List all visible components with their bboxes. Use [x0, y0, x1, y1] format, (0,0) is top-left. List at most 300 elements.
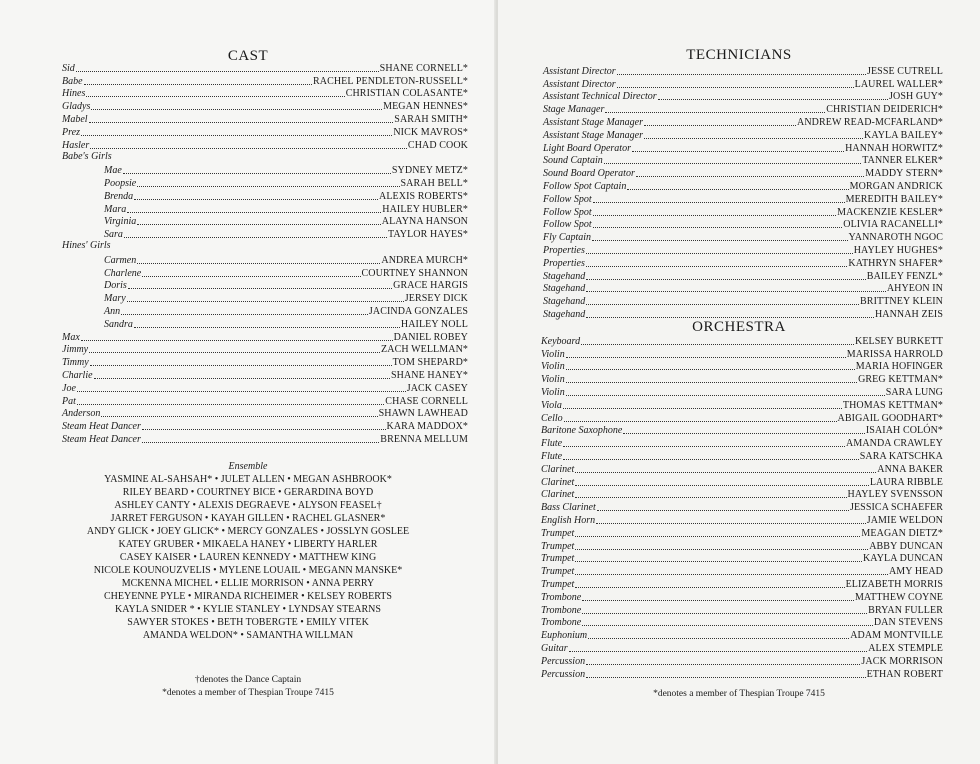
orchestra-role: Trumpet: [541, 540, 575, 552]
dot-leader: [89, 122, 394, 123]
cast-heading: CAST: [227, 48, 269, 64]
technician-row: [543, 294, 943, 307]
orchestra-row: [541, 436, 943, 449]
cast-row: [62, 87, 468, 100]
technician-role: Sound Board Operator: [543, 168, 635, 180]
orchestra-row: [541, 411, 943, 424]
cast-row: [62, 419, 468, 432]
cast-role: Mara: [104, 203, 127, 215]
orchestra-name: JACK MORRISON: [861, 655, 943, 667]
cast-name: CHAD COOK: [407, 139, 468, 151]
technician-role: Stagehand: [543, 296, 586, 308]
technician-name: BRITTNEY KLEIN: [860, 296, 943, 308]
dot-leader: [593, 227, 843, 228]
cast-row: [62, 330, 468, 343]
orchestra-name: LAURA RIBBLE: [869, 476, 943, 488]
orchestra-name: AMANDA CRAWLEY: [846, 438, 943, 450]
dot-leader: [127, 301, 404, 302]
orchestra-role: Euphonium: [541, 630, 588, 642]
orchestra-name: ISAIAH COLÓN*: [865, 425, 943, 437]
dot-leader: [588, 638, 849, 639]
technician-row: [543, 230, 943, 243]
cast-row: [62, 304, 468, 317]
dot-leader: [593, 215, 837, 216]
orchestra-row: [541, 667, 943, 680]
orchestra-role: Trombone: [541, 604, 582, 616]
orchestra-row: [541, 424, 943, 437]
orchestra-name: ALEX STEMPLE: [868, 642, 943, 654]
ensemble-line: NICOLE KOUNOUZVELIS • MYLENE LOUAIL • MEGANN MANSKE*: [93, 565, 403, 576]
dot-leader: [644, 125, 796, 126]
cast-name: COURTNEY SHANNON: [361, 267, 468, 279]
cast-role: Steam Heat Dancer: [62, 421, 141, 433]
cast-row: [62, 407, 468, 420]
orchestra-name: KELSEY BURKETT: [855, 335, 943, 347]
ensemble-line: MCKENNA MICHEL • ELLIE MORRISON • ANNA PERRY: [121, 578, 375, 589]
dot-leader: [658, 99, 888, 100]
orchestra-role: Violin: [541, 386, 565, 398]
dot-leader: [593, 202, 845, 203]
dot-leader: [563, 459, 859, 460]
orchestra-row: [541, 513, 943, 526]
cast-row: [62, 266, 468, 279]
cast-role: Mae: [104, 165, 122, 177]
technician-role: Fly Captain: [543, 232, 592, 244]
ensemble-line: ANDY GLICK • JOEY GLICK* • MERCY GONZALES • JOSSLYN GOSLEE: [86, 526, 410, 537]
ensemble-line: CHEYENNE PYLE • MIRANDA RICHEIMER • KELSEY ROBERTS: [104, 591, 392, 602]
technician-name: CHRISTIAN DEIDERICH*: [826, 104, 943, 116]
technician-name: YANNAROTH NGOC: [848, 232, 943, 244]
orchestra-name: MATTHEW COYNE: [854, 591, 943, 603]
cast-row: [62, 112, 468, 125]
cast-role: Babe: [62, 75, 83, 87]
technician-name: MADDY STERN*: [865, 168, 943, 180]
technician-role: Follow Spot: [543, 206, 592, 218]
dot-leader: [605, 112, 825, 113]
dot-leader: [566, 382, 857, 383]
technician-row: [543, 205, 943, 218]
orchestra-role: Bass Clarinet: [541, 502, 596, 514]
ensemble-line: KATEY GRUBER • MIKAELA HANEY • LIBERTY HARLER: [118, 539, 378, 550]
cast-name: JACK CASEY: [406, 382, 468, 394]
dot-leader: [566, 369, 855, 370]
orchestra-role: Percussion: [541, 655, 586, 667]
dot-leader: [137, 224, 381, 225]
orchestra-role: Guitar: [541, 642, 568, 654]
cast-name: KARA MADDOX*: [386, 421, 468, 433]
cast-role: Charlene: [104, 267, 142, 279]
technician-row: [543, 90, 943, 103]
orchestra-row: [541, 398, 943, 411]
cast-row: [62, 202, 468, 215]
dot-leader: [134, 327, 400, 328]
cast-name: SHANE HANEY*: [390, 369, 468, 381]
ensemble-line: CASEY KAISER • LAUREN KENNEDY • MATTHEW KING: [119, 552, 377, 563]
orchestra-row: [541, 539, 943, 552]
cast-row: [62, 215, 468, 228]
dot-leader: [128, 288, 392, 289]
dot-leader: [575, 587, 844, 588]
orchestra-row: [541, 552, 943, 565]
cast-role: Ann: [104, 305, 121, 317]
cast-row: [62, 61, 468, 74]
cast-row: [62, 138, 468, 151]
orchestra-row: [541, 616, 943, 629]
orchestra-role: Violin: [541, 361, 565, 373]
technician-name: JOSH GUY*: [889, 91, 943, 103]
ensemble-line: YASMINE AL-SAHSAH* • JULET ALLEN • MEGAN ASHBROOK*: [104, 474, 392, 485]
dot-leader: [586, 253, 853, 254]
cast-name: RACHEL PENDLETON-RUSSELL*: [313, 75, 468, 87]
thespian-note-right: *denotes a member of Thespian Troupe 7415: [653, 689, 825, 699]
cast-role: Charlie: [62, 369, 93, 381]
technician-role: Stagehand: [543, 270, 586, 282]
dot-leader: [101, 416, 377, 417]
cast-row: [62, 432, 468, 445]
cast-role: Pat: [62, 395, 76, 407]
ensemble-line: SAWYER STOKES • BETH TOBERGTE • EMILY VITEK: [127, 617, 369, 628]
dot-leader: [91, 109, 382, 110]
cast-role: Prez: [62, 126, 80, 138]
dot-leader: [81, 340, 393, 341]
technician-role: Properties: [543, 244, 585, 256]
technician-role: Assistant Director: [543, 65, 616, 77]
dot-leader: [644, 138, 863, 139]
cast-name: DANIEL ROBEY: [393, 331, 468, 343]
technician-row: [543, 128, 943, 141]
ensemble-list: [60, 473, 436, 642]
dot-leader: [632, 151, 844, 152]
dot-leader: [90, 148, 407, 149]
orchestra-role: Flute: [541, 438, 563, 450]
cast-name: HAILEY HUBLER*: [382, 203, 468, 215]
dot-leader: [84, 84, 312, 85]
ensemble-line: ASHLEY CANTY • ALEXIS DEGRAEVE • ALYSON FEASEL†: [114, 500, 382, 511]
technician-row: [543, 64, 943, 77]
orchestra-name: DAN STEVENS: [873, 617, 943, 629]
technicians-list: [543, 64, 943, 320]
dot-leader: [586, 664, 860, 665]
orchestra-row: [541, 462, 943, 475]
cast-name: NICK MAVROS*: [393, 126, 468, 138]
orchestra-role: Percussion: [541, 668, 586, 680]
technician-row: [543, 256, 943, 269]
dot-leader: [566, 395, 885, 396]
technician-row: [543, 115, 943, 128]
cast-name: JACINDA GONZALES: [368, 305, 468, 317]
dot-leader: [582, 613, 867, 614]
cast-row: [62, 279, 468, 292]
orchestra-name: ANNA BAKER: [877, 463, 943, 475]
cast-role: Brenda: [104, 190, 134, 202]
orchestra-row: [541, 488, 943, 501]
cast-role: Virginia: [104, 216, 137, 228]
orchestra-row: [541, 500, 943, 513]
orchestra-row: [541, 334, 943, 347]
dot-leader: [569, 651, 868, 652]
orchestra-row: [541, 526, 943, 539]
technician-row: [543, 282, 943, 295]
cast-role: Joe: [62, 382, 76, 394]
technician-row: [543, 179, 943, 192]
dot-leader: [86, 96, 344, 97]
orchestra-name: GREG KETTMAN*: [858, 374, 943, 386]
orchestra-name: ELIZABETH MORRIS: [845, 578, 943, 590]
orchestra-name: ABBY DUNCAN: [869, 540, 943, 552]
technician-name: MORGAN ANDRICK: [849, 180, 943, 192]
thespian-note: *denotes a member of Thespian Troupe 7415: [162, 688, 334, 698]
orchestra-row: [541, 641, 943, 654]
technician-role: Assistant Director: [543, 78, 616, 90]
dot-leader: [142, 429, 386, 430]
orchestra-row: [541, 449, 943, 462]
cast-name: ZACH WELLMAN*: [381, 344, 468, 356]
orchestra-role: Cello: [541, 412, 563, 424]
cast-row: [62, 227, 468, 240]
orchestra-heading: ORCHESTRA: [692, 319, 786, 335]
dot-leader: [582, 600, 854, 601]
ensemble-heading: Ensemble: [228, 461, 268, 472]
technician-name: KAYLA BAILEY*: [864, 129, 943, 141]
technician-name: HANNAH HORWITZ*: [845, 142, 943, 154]
technician-name: HANNAH ZEIS: [874, 308, 943, 320]
cast-name: SHAWN LAWHEAD: [378, 408, 468, 420]
dot-leader: [586, 291, 886, 292]
orchestra-name: ETHAN ROBERT: [866, 668, 943, 680]
technician-row: [543, 141, 943, 154]
technician-row: [543, 166, 943, 179]
orchestra-role: Trumpet: [541, 527, 575, 539]
dot-leader: [586, 279, 866, 280]
orchestra-name: MEAGAN DIETZ*: [861, 527, 943, 539]
cast-row: [62, 99, 468, 112]
dot-leader: [623, 433, 864, 434]
orchestra-name: HAYLEY SVENSSON: [847, 489, 943, 501]
cast-row: [62, 176, 468, 189]
technicians-heading: TECHNICIANS: [686, 47, 792, 63]
cast-name: CHASE CORNELL: [385, 395, 468, 407]
technician-name: HAYLEY HUGHES*: [853, 244, 943, 256]
technician-name: ANDREW READ-MCFARLAND*: [797, 116, 943, 128]
orchestra-row: [541, 564, 943, 577]
orchestra-role: Clarinet: [541, 463, 575, 475]
orchestra-role: Clarinet: [541, 489, 575, 501]
orchestra-row: [541, 347, 943, 360]
technician-row: [543, 102, 943, 115]
technician-role: Stagehand: [543, 283, 586, 295]
cast-role: Anderson: [62, 408, 101, 420]
cast-row: [62, 253, 468, 266]
cast-name: ALEXIS ROBERTS*: [379, 190, 468, 202]
cast-name: BRENNA MELLUM: [380, 433, 468, 445]
technician-role: Properties: [543, 257, 585, 269]
orchestra-role: English Horn: [541, 514, 596, 526]
orchestra-name: JAMIE WELDON: [866, 514, 943, 526]
dot-leader: [77, 391, 406, 392]
cast-group-label: Babe's Girls: [62, 150, 112, 162]
orchestra-role: Trumpet: [541, 566, 575, 578]
orchestra-row: [541, 654, 943, 667]
cast-name: GRACE HARGIS: [393, 280, 468, 292]
dot-leader: [636, 176, 864, 177]
cast-name: ALAYNA HANSON: [381, 216, 468, 228]
cast-row: [62, 125, 468, 138]
orchestra-name: ABIGAIL GOODHART*: [837, 412, 943, 424]
dot-leader: [627, 189, 848, 190]
cast-role: Timmy: [62, 357, 89, 369]
dot-leader: [575, 549, 868, 550]
cast-role: Carmen: [104, 254, 137, 266]
technician-name: JESSE CUTRELL: [866, 65, 943, 77]
dot-leader: [94, 378, 390, 379]
ensemble-line: RILEY BEARD • COURTNEY BICE • GERARDINA BOYD: [122, 487, 374, 498]
orchestra-name: BRYAN FULLER: [868, 604, 943, 616]
technician-role: Follow Spot: [543, 219, 592, 231]
ensemble-line: KAYLA SNIDER * • KYLIE STANLEY • LYNDSAY STEARNS: [115, 604, 381, 615]
cast-row: [62, 355, 468, 368]
technician-role: Stage Manager: [543, 104, 605, 116]
technician-role: Stagehand: [543, 308, 586, 320]
cast-row: [62, 394, 468, 407]
cast-role: Jimmy: [62, 344, 89, 356]
orchestra-name: ADAM MONTVILLE: [850, 630, 943, 642]
cast-role: Doris: [104, 280, 127, 292]
technician-role: Light Board Operator: [543, 142, 631, 154]
cast-name: MEGAN HENNES*: [383, 101, 468, 113]
dot-leader: [566, 357, 846, 358]
cast-row: [62, 381, 468, 394]
orchestra-role: Violin: [541, 374, 565, 386]
dot-leader: [575, 472, 876, 473]
dot-leader: [617, 87, 854, 88]
cast-row: [62, 368, 468, 381]
orchestra-role: Trombone: [541, 591, 582, 603]
dot-leader: [81, 135, 392, 136]
orchestra-row: [541, 372, 943, 385]
cast-name: CHRISTIAN COLASANTE*: [345, 88, 468, 100]
orchestra-row: [541, 360, 943, 373]
technician-name: MACKENZIE KESLER*: [837, 206, 943, 218]
cast-row: [62, 189, 468, 202]
dot-leader: [582, 625, 873, 626]
cast-name: SYDNEY METZ*: [391, 165, 468, 177]
technician-row: [543, 77, 943, 90]
dot-leader: [586, 677, 865, 678]
technician-name: TANNER ELKER*: [862, 155, 943, 167]
technician-row: [543, 269, 943, 282]
technician-role: Assistant Stage Manager: [543, 116, 643, 128]
technician-name: MEREDITH BAILEY*: [845, 193, 943, 205]
technician-role: Follow Spot Captain: [543, 180, 627, 192]
cast-role: Sara: [104, 229, 123, 241]
technician-name: KATHRYN SHAFER*: [848, 257, 943, 269]
cast-row: [62, 317, 468, 330]
cast-role: Steam Heat Dancer: [62, 433, 141, 445]
dot-leader: [596, 523, 866, 524]
cast-group-label: Hines' Girls: [62, 240, 111, 252]
orchestra-role: Trumpet: [541, 578, 575, 590]
technician-row: [543, 154, 943, 167]
cast-role: Mabel: [62, 113, 88, 125]
cast-role: Max: [62, 331, 80, 343]
dot-leader: [604, 163, 861, 164]
orchestra-role: Clarinet: [541, 476, 575, 488]
dot-leader: [124, 237, 387, 238]
ensemble-line: JARRET FERGUSON • KAYAH GILLEN • RACHEL GLASNER*: [110, 513, 386, 524]
cast-role: Poopsie: [104, 177, 137, 189]
orchestra-name: THOMAS KETTMAN*: [842, 399, 943, 411]
dot-leader: [137, 186, 399, 187]
dot-leader: [142, 442, 379, 443]
dot-leader: [592, 240, 847, 241]
cast-row: [62, 343, 468, 356]
cast-name: HAILEY NOLL: [400, 318, 468, 330]
dot-leader: [123, 173, 391, 174]
dot-leader: [586, 317, 874, 318]
cast-list: [62, 61, 468, 445]
orchestra-name: MARIA HOFINGER: [855, 361, 943, 373]
orchestra-row: [541, 590, 943, 603]
cast-role: Mary: [104, 293, 126, 305]
dot-leader: [586, 304, 859, 305]
technician-row: [543, 192, 943, 205]
technician-role: Follow Spot: [543, 193, 592, 205]
orchestra-role: Baritone Saxophone: [541, 425, 623, 437]
orchestra-row: [541, 577, 943, 590]
dot-leader: [617, 74, 866, 75]
cast-role: Sid: [62, 62, 75, 74]
dance-captain-note: †denotes the Dance Captain: [194, 675, 302, 685]
dot-leader: [76, 71, 379, 72]
orchestra-list: [541, 334, 943, 680]
technician-name: AHYEON IN: [886, 283, 943, 295]
cast-name: SHANE CORNELL*: [379, 62, 468, 74]
orchestra-role: Flute: [541, 450, 563, 462]
orchestra-name: MARISSA HARROLD: [846, 348, 943, 360]
dot-leader: [142, 276, 360, 277]
orchestra-role: Viola: [541, 399, 562, 411]
technician-role: Assistant Technical Director: [543, 91, 657, 103]
orchestra-name: AMY HEAD: [888, 566, 943, 578]
technician-name: OLIVIA RACANELLI*: [843, 219, 943, 231]
dot-leader: [581, 344, 854, 345]
dot-leader: [127, 212, 381, 213]
dot-leader: [575, 536, 860, 537]
cast-row: [62, 163, 468, 176]
orchestra-role: Trumpet: [541, 553, 575, 565]
orchestra-name: SARA LUNG: [885, 386, 943, 398]
orchestra-row: [541, 475, 943, 488]
dot-leader: [575, 561, 862, 562]
technician-role: Sound Captain: [543, 155, 603, 167]
cast-name: TAYLOR HAYES*: [387, 229, 468, 241]
dot-leader: [563, 446, 845, 447]
orchestra-name: KAYLA DUNCAN: [862, 553, 943, 565]
orchestra-role: Keyboard: [541, 335, 581, 347]
dot-leader: [121, 314, 368, 315]
orchestra-row: [541, 385, 943, 398]
cast-role: Hasler: [62, 139, 90, 151]
orchestra-row: [541, 628, 943, 641]
orchestra-name: SARA KATSCHKA: [859, 450, 943, 462]
orchestra-role: Trombone: [541, 617, 582, 629]
cast-name: TOM SHEPARD*: [392, 357, 468, 369]
dot-leader: [563, 408, 842, 409]
technician-row: [543, 218, 943, 231]
dot-leader: [586, 266, 848, 267]
cast-role: Hines: [62, 88, 86, 100]
dot-leader: [90, 365, 392, 366]
